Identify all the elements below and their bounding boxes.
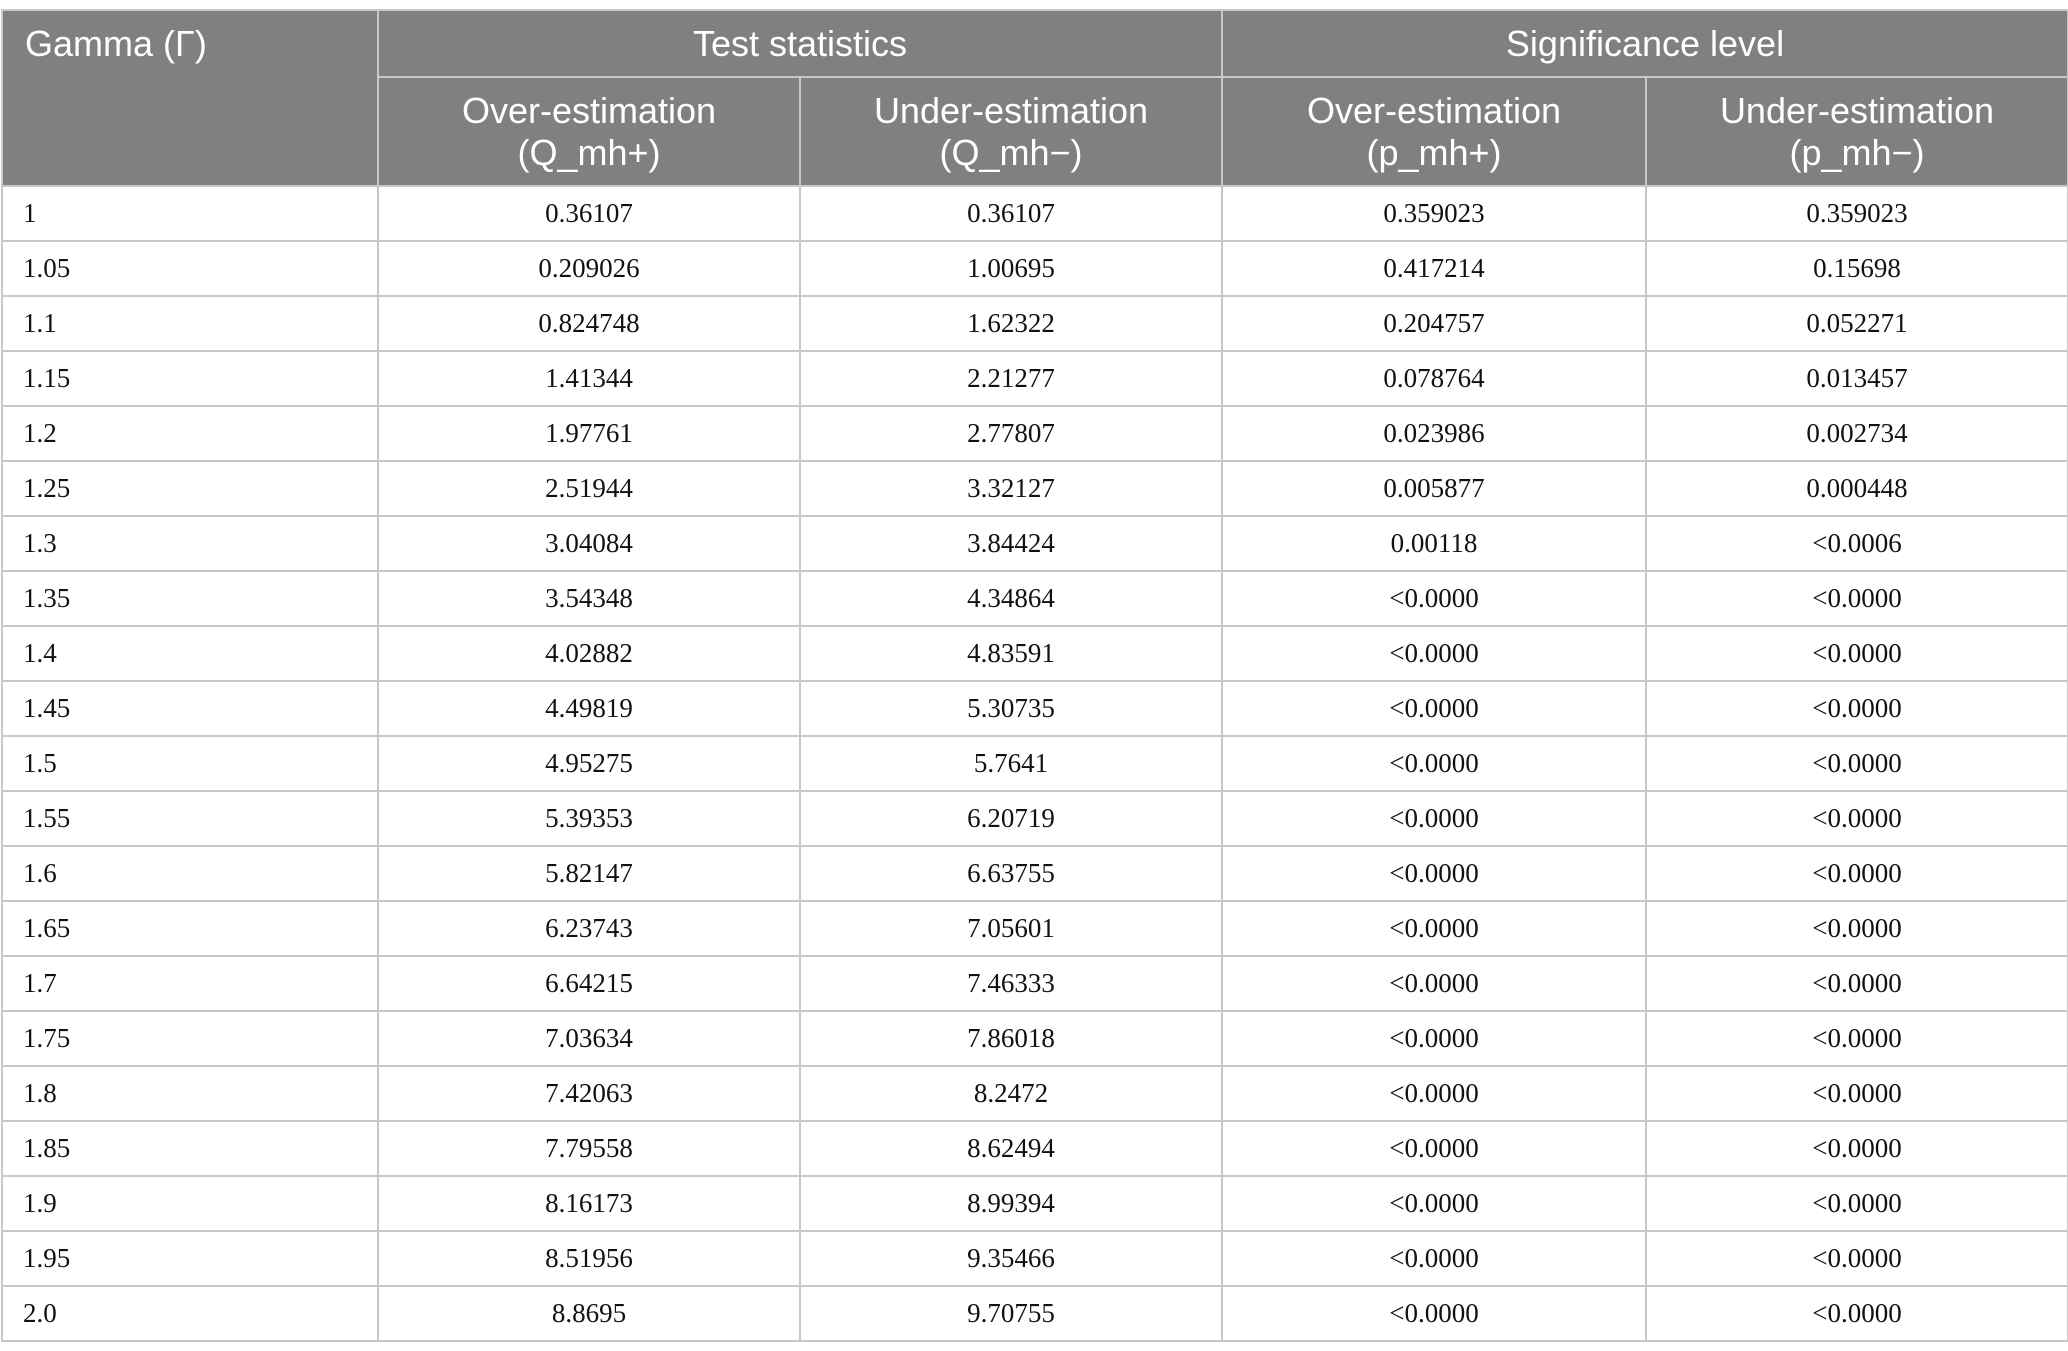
p-mh-minus-cell: <0.0000: [1646, 681, 2068, 736]
p-mh-minus-cell: <0.0000: [1646, 1176, 2068, 1231]
p-mh-minus-cell: <0.0000: [1646, 1011, 2068, 1066]
table-row: [2, 1066, 2068, 1121]
q-mh-minus-cell: 3.32127: [800, 461, 1222, 516]
q-mh-plus-cell: 4.95275: [378, 736, 800, 791]
q-mh-plus-cell: 8.8695: [378, 1286, 800, 1341]
q-mh-plus-cell: 0.36107: [378, 186, 800, 241]
gamma-cell: 1.55: [2, 791, 378, 846]
p-mh-plus-cell: <0.0000: [1222, 901, 1646, 956]
gamma-cell: 1.15: [2, 351, 378, 406]
q-mh-plus-cell: 3.04084: [378, 516, 800, 571]
gamma-cell: 1.05: [2, 241, 378, 296]
q-mh-minus-cell: 6.63755: [800, 846, 1222, 901]
gamma-cell: 1.35: [2, 571, 378, 626]
gamma-cell: 1.4: [2, 626, 378, 681]
table-row: [2, 1011, 2068, 1066]
q-mh-plus-cell: 8.16173: [378, 1176, 800, 1231]
p-mh-minus-cell: <0.0000: [1646, 736, 2068, 791]
q-mh-plus-cell: 6.64215: [378, 956, 800, 1011]
p-mh-minus-cell: <0.0000: [1646, 1066, 2068, 1121]
q-mh-plus-cell: 0.209026: [378, 241, 800, 296]
gamma-cell: 1.7: [2, 956, 378, 1011]
table-row: [2, 296, 2068, 351]
q-mh-plus-cell: 7.03634: [378, 1011, 800, 1066]
q-mh-plus-header: [378, 77, 800, 186]
gamma-cell: 1.9: [2, 1176, 378, 1231]
q-mh-plus-cell: 4.02882: [378, 626, 800, 681]
q-mh-minus-cell: 8.2472: [800, 1066, 1222, 1121]
p-mh-minus-cell: <0.0000: [1646, 901, 2068, 956]
header-line: Over-estimation: [461, 89, 717, 131]
q-mh-minus-cell: 1.62322: [800, 296, 1222, 351]
table-row: [2, 241, 2068, 296]
gamma-cell: 1.2: [2, 406, 378, 461]
p-mh-plus-cell: <0.0000: [1222, 791, 1646, 846]
table-row: [2, 846, 2068, 901]
p-mh-plus-cell: <0.0000: [1222, 1066, 1646, 1121]
p-mh-plus-cell: 0.204757: [1222, 296, 1646, 351]
gamma-cell: 1.65: [2, 901, 378, 956]
gamma-cell: 1.75: [2, 1011, 378, 1066]
p-mh-plus-cell: 0.023986: [1222, 406, 1646, 461]
table-row: [2, 1231, 2068, 1286]
p-mh-minus-header: [1646, 77, 2068, 186]
significance-level-header: Significance level: [1222, 10, 2068, 77]
gamma-cell: 1.6: [2, 846, 378, 901]
p-mh-plus-cell: 0.00118: [1222, 516, 1646, 571]
table-row: [2, 1286, 2068, 1341]
q-mh-plus-cell: 2.51944: [378, 461, 800, 516]
p-mh-minus-cell: <0.0000: [1646, 791, 2068, 846]
table-row: [2, 571, 2068, 626]
q-mh-minus-cell: 8.99394: [800, 1176, 1222, 1231]
p-mh-plus-cell: <0.0000: [1222, 681, 1646, 736]
header-line: Over-estimation: [1306, 89, 1562, 131]
p-mh-minus-cell: <0.0006: [1646, 516, 2068, 571]
table-row: [2, 461, 2068, 516]
q-mh-minus-cell: 4.83591: [800, 626, 1222, 681]
header-line: Under-estimation: [873, 89, 1149, 131]
q-mh-minus-cell: 3.84424: [800, 516, 1222, 571]
q-mh-plus-cell: 0.824748: [378, 296, 800, 351]
table-row: [2, 1121, 2068, 1176]
table-body: [2, 186, 2068, 1341]
table-row: [2, 186, 2068, 241]
table-row: [2, 1176, 2068, 1231]
gamma-cell: 1.8: [2, 1066, 378, 1121]
p-mh-plus-cell: <0.0000: [1222, 1231, 1646, 1286]
q-mh-plus-cell: 1.41344: [378, 351, 800, 406]
gamma-cell: 1.25: [2, 461, 378, 516]
p-mh-minus-cell: <0.0000: [1646, 626, 2068, 681]
p-mh-plus-cell: 0.005877: [1222, 461, 1646, 516]
p-mh-minus-cell: 0.002734: [1646, 406, 2068, 461]
header-line: Under-estimation: [1719, 89, 1995, 131]
p-mh-plus-cell: <0.0000: [1222, 626, 1646, 681]
p-mh-plus-cell: <0.0000: [1222, 956, 1646, 1011]
q-mh-minus-cell: 9.35466: [800, 1231, 1222, 1286]
q-mh-minus-cell: 6.20719: [800, 791, 1222, 846]
gamma-cell: 1.45: [2, 681, 378, 736]
table-header: [2, 10, 2068, 186]
header-group-row: [2, 10, 2068, 77]
p-mh-plus-cell: <0.0000: [1222, 1011, 1646, 1066]
q-mh-plus-cell: 8.51956: [378, 1231, 800, 1286]
p-mh-plus-cell: <0.0000: [1222, 846, 1646, 901]
q-mh-minus-cell: 9.70755: [800, 1286, 1222, 1341]
p-mh-minus-cell: 0.052271: [1646, 296, 2068, 351]
p-mh-minus-cell: 0.000448: [1646, 461, 2068, 516]
q-mh-plus-cell: 1.97761: [378, 406, 800, 461]
table-row: [2, 956, 2068, 1011]
gamma-cell: 1.95: [2, 1231, 378, 1286]
p-mh-minus-cell: <0.0000: [1646, 1121, 2068, 1176]
q-mh-plus-cell: 7.42063: [378, 1066, 800, 1121]
q-mh-minus-cell: 5.30735: [800, 681, 1222, 736]
q-mh-minus-cell: 2.21277: [800, 351, 1222, 406]
header-line: (p_mh+): [1366, 131, 1502, 173]
p-mh-minus-cell: <0.0000: [1646, 1286, 2068, 1341]
gamma-cell: 1.3: [2, 516, 378, 571]
p-mh-plus-cell: <0.0000: [1222, 1286, 1646, 1341]
table-row: [2, 681, 2068, 736]
q-mh-minus-cell: 7.46333: [800, 956, 1222, 1011]
p-mh-minus-cell: <0.0000: [1646, 1231, 2068, 1286]
test-statistics-header: Test statistics: [378, 10, 1222, 77]
p-mh-plus-cell: 0.359023: [1222, 186, 1646, 241]
q-mh-minus-cell: 5.7641: [800, 736, 1222, 791]
q-mh-plus-cell: 6.23743: [378, 901, 800, 956]
p-mh-minus-cell: 0.359023: [1646, 186, 2068, 241]
q-mh-plus-cell: 3.54348: [378, 571, 800, 626]
p-mh-plus-cell: <0.0000: [1222, 736, 1646, 791]
q-mh-minus-header: [800, 77, 1222, 186]
sensitivity-table: [1, 9, 2068, 1342]
gamma-column-header: Gamma (Γ): [2, 10, 378, 186]
p-mh-plus-cell: <0.0000: [1222, 1121, 1646, 1176]
p-mh-plus-header: [1222, 77, 1646, 186]
p-mh-plus-cell: <0.0000: [1222, 1176, 1646, 1231]
p-mh-plus-cell: <0.0000: [1222, 571, 1646, 626]
table-row: [2, 516, 2068, 571]
q-mh-minus-cell: 0.36107: [800, 186, 1222, 241]
p-mh-plus-cell: 0.417214: [1222, 241, 1646, 296]
q-mh-plus-cell: 4.49819: [378, 681, 800, 736]
gamma-cell: 2.0: [2, 1286, 378, 1341]
gamma-cell: 1: [2, 186, 378, 241]
q-mh-minus-cell: 1.00695: [800, 241, 1222, 296]
p-mh-minus-cell: <0.0000: [1646, 571, 2068, 626]
p-mh-minus-cell: 0.013457: [1646, 351, 2068, 406]
q-mh-minus-cell: 7.86018: [800, 1011, 1222, 1066]
p-mh-minus-cell: 0.15698: [1646, 241, 2068, 296]
q-mh-plus-cell: 5.39353: [378, 791, 800, 846]
table-row: [2, 406, 2068, 461]
table-row: [2, 901, 2068, 956]
p-mh-minus-cell: <0.0000: [1646, 956, 2068, 1011]
q-mh-plus-cell: 5.82147: [378, 846, 800, 901]
table-row: [2, 351, 2068, 406]
table-row: [2, 791, 2068, 846]
header-line: (Q_mh−): [939, 131, 1083, 173]
gamma-cell: 1.5: [2, 736, 378, 791]
gamma-cell: 1.1: [2, 296, 378, 351]
q-mh-plus-cell: 7.79558: [378, 1121, 800, 1176]
p-mh-plus-cell: 0.078764: [1222, 351, 1646, 406]
gamma-cell: 1.85: [2, 1121, 378, 1176]
table-row: [2, 626, 2068, 681]
header-line: (p_mh−): [1789, 131, 1925, 173]
p-mh-minus-cell: <0.0000: [1646, 846, 2068, 901]
header-line: (Q_mh+): [517, 131, 661, 173]
table-row: [2, 736, 2068, 791]
q-mh-minus-cell: 7.05601: [800, 901, 1222, 956]
q-mh-minus-cell: 8.62494: [800, 1121, 1222, 1176]
q-mh-minus-cell: 2.77807: [800, 406, 1222, 461]
q-mh-minus-cell: 4.34864: [800, 571, 1222, 626]
